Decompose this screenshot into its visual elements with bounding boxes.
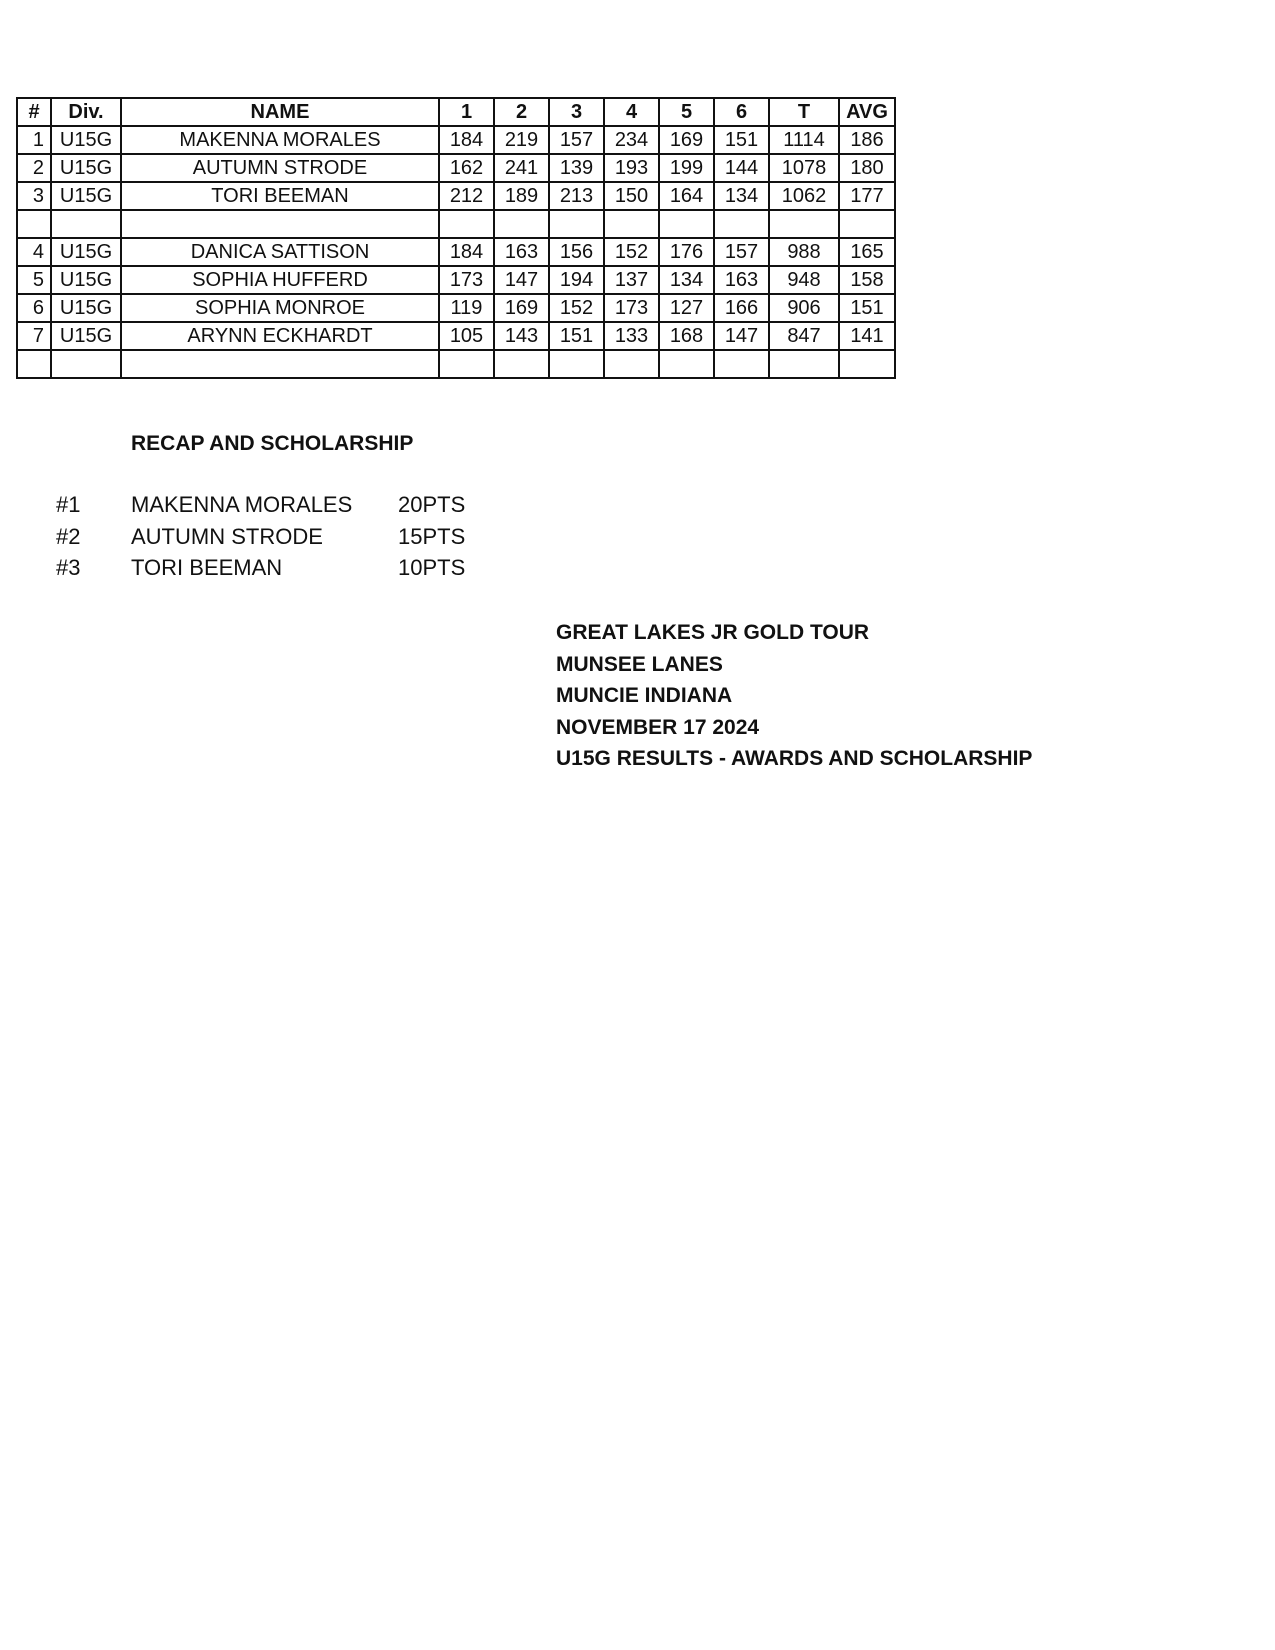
cell-game-2: 241 xyxy=(494,154,549,182)
cell-game-4: 173 xyxy=(604,294,659,322)
cell-name: SOPHIA HUFFERD xyxy=(121,266,439,294)
cell-game-1 xyxy=(439,350,494,378)
cell-game-1: 105 xyxy=(439,322,494,350)
cell-game-5: 164 xyxy=(659,182,714,210)
recap-place: #1 xyxy=(56,492,81,517)
cell-total: 1114 xyxy=(769,126,839,154)
cell-game-6: 157 xyxy=(714,238,769,266)
cell-game-2: 147 xyxy=(494,266,549,294)
cell-game-6: 144 xyxy=(714,154,769,182)
cell-game-5: 176 xyxy=(659,238,714,266)
cell-game-5: 168 xyxy=(659,322,714,350)
table-row xyxy=(17,322,895,350)
cell-division: U15G xyxy=(51,154,121,182)
cell-total: 1078 xyxy=(769,154,839,182)
cell-average xyxy=(839,210,895,238)
column-header-game-1: 1 xyxy=(439,98,494,126)
cell-rank xyxy=(17,350,51,378)
event-results-title: U15G RESULTS - AWARDS AND SCHOLARSHIP xyxy=(556,747,1033,770)
cell-name: ARYNN ECKHARDT xyxy=(121,322,439,350)
cell-game-6 xyxy=(714,210,769,238)
cell-game-6: 166 xyxy=(714,294,769,322)
cell-game-3 xyxy=(549,210,604,238)
cell-name xyxy=(121,210,439,238)
cell-total xyxy=(769,350,839,378)
cell-rank: 2 xyxy=(17,154,51,182)
cell-name: DANICA SATTISON xyxy=(121,238,439,266)
table-row-empty xyxy=(17,210,895,238)
cell-game-5: 199 xyxy=(659,154,714,182)
table-row xyxy=(17,182,895,210)
cell-rank: 4 xyxy=(17,238,51,266)
cell-game-5: 127 xyxy=(659,294,714,322)
cell-name: AUTUMN STRODE xyxy=(121,154,439,182)
column-header-game-5: 5 xyxy=(659,98,714,126)
cell-rank: 6 xyxy=(17,294,51,322)
column-header-game-6: 6 xyxy=(714,98,769,126)
cell-division: U15G xyxy=(51,294,121,322)
cell-game-1: 184 xyxy=(439,126,494,154)
cell-game-3: 194 xyxy=(549,266,604,294)
event-date: NOVEMBER 17 2024 xyxy=(556,715,760,739)
cell-average: 158 xyxy=(839,266,895,294)
column-header-average: AVG xyxy=(839,98,895,126)
cell-division: U15G xyxy=(51,322,121,350)
event-info xyxy=(556,617,1032,775)
cell-game-4: 137 xyxy=(604,266,659,294)
cell-name xyxy=(121,350,439,378)
cell-game-3 xyxy=(549,350,604,378)
cell-game-4 xyxy=(604,350,659,378)
cell-division: U15G xyxy=(51,182,121,210)
cell-game-3: 213 xyxy=(549,182,604,210)
event-location: MUNCIE INDIANA xyxy=(556,684,733,707)
cell-total: 948 xyxy=(769,266,839,294)
cell-game-2: 143 xyxy=(494,322,549,350)
cell-average: 165 xyxy=(839,238,895,266)
cell-game-3: 157 xyxy=(549,126,604,154)
cell-name: TORI BEEMAN xyxy=(121,182,439,210)
cell-game-2: 219 xyxy=(494,126,549,154)
cell-total: 906 xyxy=(769,294,839,322)
cell-game-3: 151 xyxy=(549,322,604,350)
cell-game-5 xyxy=(659,210,714,238)
cell-game-1: 162 xyxy=(439,154,494,182)
cell-rank: 1 xyxy=(17,126,51,154)
recap-entry xyxy=(56,492,476,524)
cell-name: MAKENNA MORALES xyxy=(121,126,439,154)
column-header-rank: # xyxy=(17,98,51,126)
recap-name: AUTUMN STRODE xyxy=(131,523,323,549)
cell-game-1: 212 xyxy=(439,182,494,210)
cell-game-6: 163 xyxy=(714,266,769,294)
cell-rank: 5 xyxy=(17,266,51,294)
column-header-total: T xyxy=(769,98,839,126)
table-row xyxy=(17,294,895,322)
cell-rank xyxy=(17,210,51,238)
cell-game-1 xyxy=(439,210,494,238)
event-venue: MUNSEE LANES xyxy=(556,652,723,676)
cell-division xyxy=(51,210,121,238)
recap-points: 15PTS xyxy=(398,523,466,549)
cell-game-6 xyxy=(714,350,769,378)
cell-game-4 xyxy=(604,210,659,238)
table-row xyxy=(17,266,895,294)
column-header-game-4: 4 xyxy=(604,98,659,126)
cell-division: U15G xyxy=(51,126,121,154)
recap-name: TORI BEEMAN xyxy=(131,555,283,580)
cell-game-6: 147 xyxy=(714,322,769,350)
recap-place: #2 xyxy=(56,523,81,549)
table-body xyxy=(17,126,895,378)
recap-entry xyxy=(56,555,476,587)
column-header-game-3: 3 xyxy=(549,98,604,126)
table-row-empty xyxy=(17,350,895,378)
cell-average xyxy=(839,350,895,378)
cell-total: 1062 xyxy=(769,182,839,210)
cell-game-3: 139 xyxy=(549,154,604,182)
results-table xyxy=(16,97,896,379)
recap-points: 20PTS xyxy=(398,492,466,517)
table-header-row xyxy=(17,98,895,126)
cell-game-3: 156 xyxy=(549,238,604,266)
cell-game-2: 189 xyxy=(494,182,549,210)
column-header-game-2: 2 xyxy=(494,98,549,126)
cell-division: U15G xyxy=(51,266,121,294)
cell-rank: 7 xyxy=(17,322,51,350)
cell-average: 180 xyxy=(839,154,895,182)
recap-name: MAKENNA MORALES xyxy=(131,492,353,517)
cell-game-5: 169 xyxy=(659,126,714,154)
cell-game-4: 152 xyxy=(604,238,659,266)
cell-game-3: 152 xyxy=(549,294,604,322)
cell-average: 151 xyxy=(839,294,895,322)
cell-average: 141 xyxy=(839,322,895,350)
cell-name: SOPHIA MONROE xyxy=(121,294,439,322)
cell-game-5 xyxy=(659,350,714,378)
table-row xyxy=(17,154,895,182)
cell-average: 177 xyxy=(839,182,895,210)
cell-game-1: 173 xyxy=(439,266,494,294)
cell-game-4: 150 xyxy=(604,182,659,210)
cell-total: 847 xyxy=(769,322,839,350)
cell-total xyxy=(769,210,839,238)
column-header-division: Div. xyxy=(51,98,121,126)
cell-total: 988 xyxy=(769,238,839,266)
recap-place: #3 xyxy=(56,555,81,580)
cell-game-6: 151 xyxy=(714,126,769,154)
recap-points: 10PTS xyxy=(398,555,466,580)
cell-game-4: 133 xyxy=(604,322,659,350)
cell-game-2 xyxy=(494,210,549,238)
cell-game-2: 169 xyxy=(494,294,549,322)
cell-game-6: 134 xyxy=(714,182,769,210)
event-tour-name: GREAT LAKES JR GOLD TOUR xyxy=(556,621,870,644)
cell-game-1: 184 xyxy=(439,238,494,266)
cell-division xyxy=(51,350,121,378)
table-row xyxy=(17,238,895,266)
cell-rank: 3 xyxy=(17,182,51,210)
cell-game-4: 234 xyxy=(604,126,659,154)
table-row xyxy=(17,126,895,154)
cell-game-4: 193 xyxy=(604,154,659,182)
recap-list xyxy=(56,492,476,587)
cell-game-1: 119 xyxy=(439,294,494,322)
cell-game-2 xyxy=(494,350,549,378)
cell-game-2: 163 xyxy=(494,238,549,266)
cell-average: 186 xyxy=(839,126,895,154)
column-header-name: NAME xyxy=(121,98,439,126)
recap-entry xyxy=(56,524,476,556)
cell-game-5: 134 xyxy=(659,266,714,294)
recap-title: RECAP AND SCHOLARSHIP xyxy=(131,432,414,455)
cell-division: U15G xyxy=(51,238,121,266)
